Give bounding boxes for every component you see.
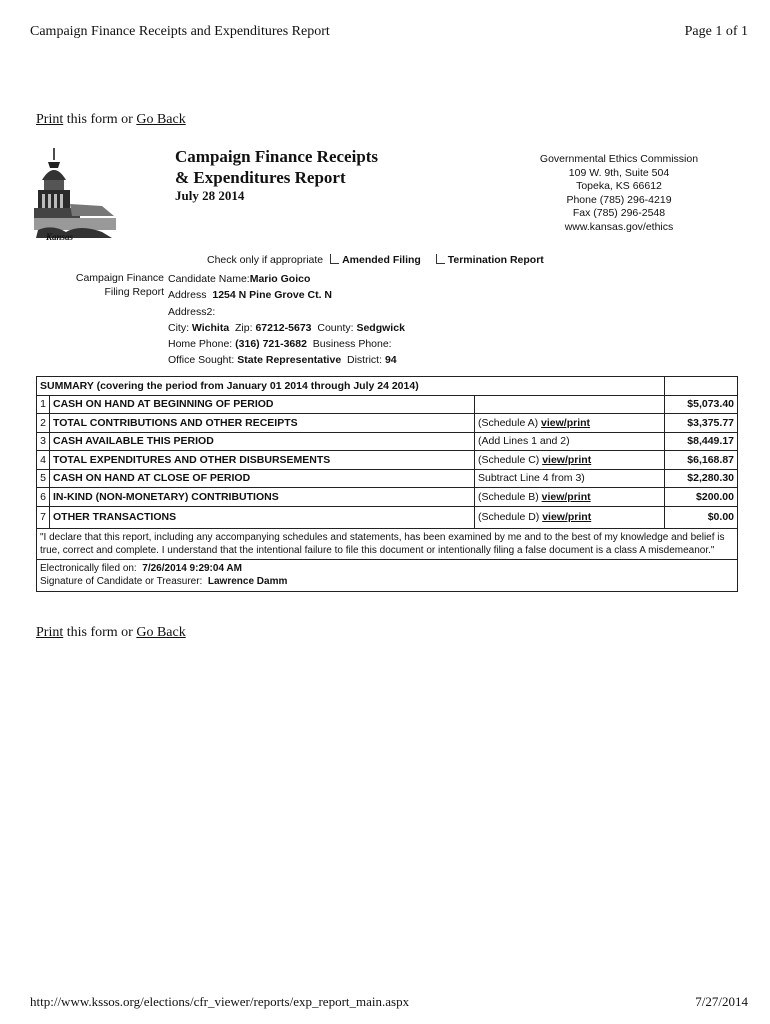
schedule-cell bbox=[475, 469, 665, 488]
termination-report-label: Termination Report bbox=[447, 254, 544, 266]
filing-type-check-line bbox=[207, 254, 544, 266]
line-number: 2 bbox=[37, 414, 50, 433]
print-link[interactable]: Print bbox=[36, 112, 64, 127]
summary-table bbox=[36, 376, 738, 529]
address2-row bbox=[168, 304, 405, 320]
report-title-line1: Campaign Finance Receipts bbox=[175, 147, 379, 166]
schedule-c-view-print-link[interactable]: view/print bbox=[542, 453, 592, 466]
schedule-d-view-print-link[interactable]: view/print bbox=[542, 511, 592, 523]
agency-address-block bbox=[520, 153, 718, 235]
agency-phone: Phone (785) 296-4219 bbox=[566, 193, 672, 206]
line-label: IN-KIND (NON-MONETARY) CONTRIBUTIONS bbox=[50, 488, 475, 507]
check-prefix: Check only if appropriate bbox=[207, 254, 324, 266]
summary-section bbox=[36, 376, 738, 592]
table-row bbox=[37, 432, 738, 451]
city-value: Wichita bbox=[191, 321, 230, 334]
line-amount: $5,073.40 bbox=[665, 395, 738, 414]
efiled-value: 7/26/2014 9:29:04 AM bbox=[142, 562, 242, 574]
filing-report-label bbox=[60, 271, 164, 299]
amended-filing-checkbox[interactable] bbox=[330, 254, 339, 264]
summary-header-row bbox=[37, 377, 738, 396]
nav-text: this form or bbox=[66, 112, 133, 127]
signature-row bbox=[40, 575, 734, 588]
candidate-name-row bbox=[168, 271, 405, 287]
signature-label: Signature of Candidate or Treasurer: bbox=[40, 575, 203, 587]
line-amount: $2,280.30 bbox=[665, 469, 738, 488]
agency-website[interactable]: www.kansas.gov/ethics bbox=[564, 220, 674, 233]
svg-text:Kansas: Kansas bbox=[46, 232, 74, 242]
nav-links-bottom bbox=[36, 625, 186, 641]
zip-label: Zip: bbox=[235, 321, 253, 334]
line-number: 3 bbox=[37, 432, 50, 451]
line-number: 5 bbox=[37, 469, 50, 488]
line-number: 1 bbox=[37, 395, 50, 414]
candidate-name-label: Candidate Name: bbox=[168, 273, 250, 285]
nav-text: this form or bbox=[66, 625, 133, 640]
county-label: County: bbox=[317, 321, 354, 334]
address-label: Address bbox=[168, 289, 207, 302]
line-label: CASH ON HAND AT BEGINNING OF PERIOD bbox=[50, 395, 475, 414]
agency-name: Governmental Ethics Commission bbox=[539, 153, 699, 165]
line-label: TOTAL EXPENDITURES AND OTHER DISBURSEMENTS bbox=[50, 451, 475, 470]
phone-row bbox=[168, 336, 405, 352]
report-title-line2: & Expenditures Report bbox=[175, 168, 346, 187]
city-row bbox=[168, 320, 405, 336]
schedule-label: (Schedule D) bbox=[478, 511, 540, 523]
line-number: 4 bbox=[37, 451, 50, 470]
line-label: OTHER TRANSACTIONS bbox=[50, 506, 475, 528]
filing-label-line1: Campaign Finance bbox=[75, 272, 164, 284]
efiled-row bbox=[40, 562, 734, 575]
line-amount: $0.00 bbox=[665, 506, 738, 528]
line-number: 7 bbox=[37, 506, 50, 528]
county-value: Sedgwick bbox=[356, 321, 405, 334]
line-label: TOTAL CONTRIBUTIONS AND OTHER RECEIPTS bbox=[50, 414, 475, 433]
business-phone-label: Business Phone: bbox=[312, 338, 392, 351]
schedule-cell bbox=[475, 432, 665, 451]
go-back-link[interactable]: Go Back bbox=[136, 625, 186, 640]
capitol-seal-logo bbox=[32, 146, 120, 244]
schedule-b-view-print-link[interactable]: view/print bbox=[541, 490, 591, 503]
amended-filing-label: Amended Filing bbox=[342, 254, 421, 266]
line-label: CASH AVAILABLE THIS PERIOD bbox=[50, 432, 475, 451]
schedule-cell bbox=[475, 506, 665, 528]
filing-signature-block bbox=[36, 560, 738, 592]
line-number: 6 bbox=[37, 488, 50, 507]
agency-city: Topeka, KS 66612 bbox=[576, 180, 662, 193]
schedule-label: Subtract Line 4 from 3) bbox=[478, 472, 585, 485]
filing-label-line2: Filing Report bbox=[104, 286, 164, 298]
line-amount: $8,449.17 bbox=[665, 432, 738, 451]
schedule-a-view-print-link[interactable]: view/print bbox=[541, 416, 591, 429]
table-row bbox=[37, 469, 738, 488]
district-label: District: bbox=[347, 354, 383, 367]
address-row bbox=[168, 287, 405, 303]
go-back-link[interactable]: Go Back bbox=[136, 112, 186, 127]
address2-label: Address2: bbox=[168, 305, 216, 318]
footer-date: 7/27/2014 bbox=[695, 994, 748, 1009]
address-value: 1254 N Pine Grove Ct. N bbox=[212, 289, 333, 302]
zip-value: 67212-5673 bbox=[255, 321, 312, 334]
home-phone-value: (316) 721-3682 bbox=[235, 338, 307, 351]
footer-url: http://www.kssos.org/elections/cfr_viewer/reports/exp_report_main.aspx bbox=[30, 994, 410, 1009]
home-phone-label: Home Phone: bbox=[168, 338, 233, 351]
schedule-cell bbox=[475, 488, 665, 507]
line-label: CASH ON HAND AT CLOSE OF PERIOD bbox=[50, 469, 475, 488]
print-link[interactable]: Print bbox=[36, 625, 64, 640]
district-value: 94 bbox=[384, 354, 397, 367]
agency-street: 109 W. 9th, Suite 504 bbox=[568, 166, 670, 179]
table-row bbox=[37, 451, 738, 470]
summary-header-blank bbox=[665, 377, 738, 396]
line-amount: $200.00 bbox=[665, 488, 738, 507]
termination-report-checkbox[interactable] bbox=[436, 254, 445, 264]
office-value: State Representative bbox=[237, 354, 342, 367]
line-amount: $6,168.87 bbox=[665, 451, 738, 470]
table-row bbox=[37, 488, 738, 507]
schedule-cell bbox=[475, 395, 665, 414]
candidate-info bbox=[168, 271, 405, 369]
schedule-cell bbox=[475, 451, 665, 470]
table-row bbox=[37, 414, 738, 433]
page-header-title: Campaign Finance Receipts and Expenditures Report bbox=[30, 24, 330, 39]
efiled-label: Electronically filed on: bbox=[40, 562, 137, 574]
schedule-label: (Schedule B) bbox=[478, 490, 539, 503]
line-amount: $3,375.77 bbox=[665, 414, 738, 433]
schedule-cell bbox=[475, 414, 665, 433]
page-number: Page 1 of 1 bbox=[684, 24, 748, 39]
summary-header: SUMMARY (covering the period from January 01 2014 through July 24 2014) bbox=[37, 377, 665, 396]
signature-value: Lawrence Damm bbox=[207, 575, 288, 587]
table-row bbox=[37, 395, 738, 414]
candidate-name: Mario Goico bbox=[249, 273, 311, 285]
nav-links-top bbox=[36, 112, 186, 128]
office-row bbox=[168, 352, 405, 368]
declaration-text: "I declare that this report, including any accompanying schedules and statements, has been examined by me and to the best of my knowledge and belief is true, correct and complete. I understand that the intentional failure to file this document or intentionally filing a false document is a class A misdemeanor." bbox=[36, 529, 738, 560]
office-label: Office Sought: bbox=[168, 354, 235, 367]
schedule-label: (Add Lines 1 and 2) bbox=[478, 435, 570, 448]
table-row bbox=[37, 506, 738, 528]
report-date: July 28 2014 bbox=[175, 188, 245, 203]
schedule-label: (Schedule A) bbox=[478, 416, 539, 429]
schedule-label: (Schedule C) bbox=[478, 453, 540, 466]
agency-fax: Fax (785) 296-2548 bbox=[572, 207, 666, 220]
city-label: City: bbox=[168, 321, 189, 334]
